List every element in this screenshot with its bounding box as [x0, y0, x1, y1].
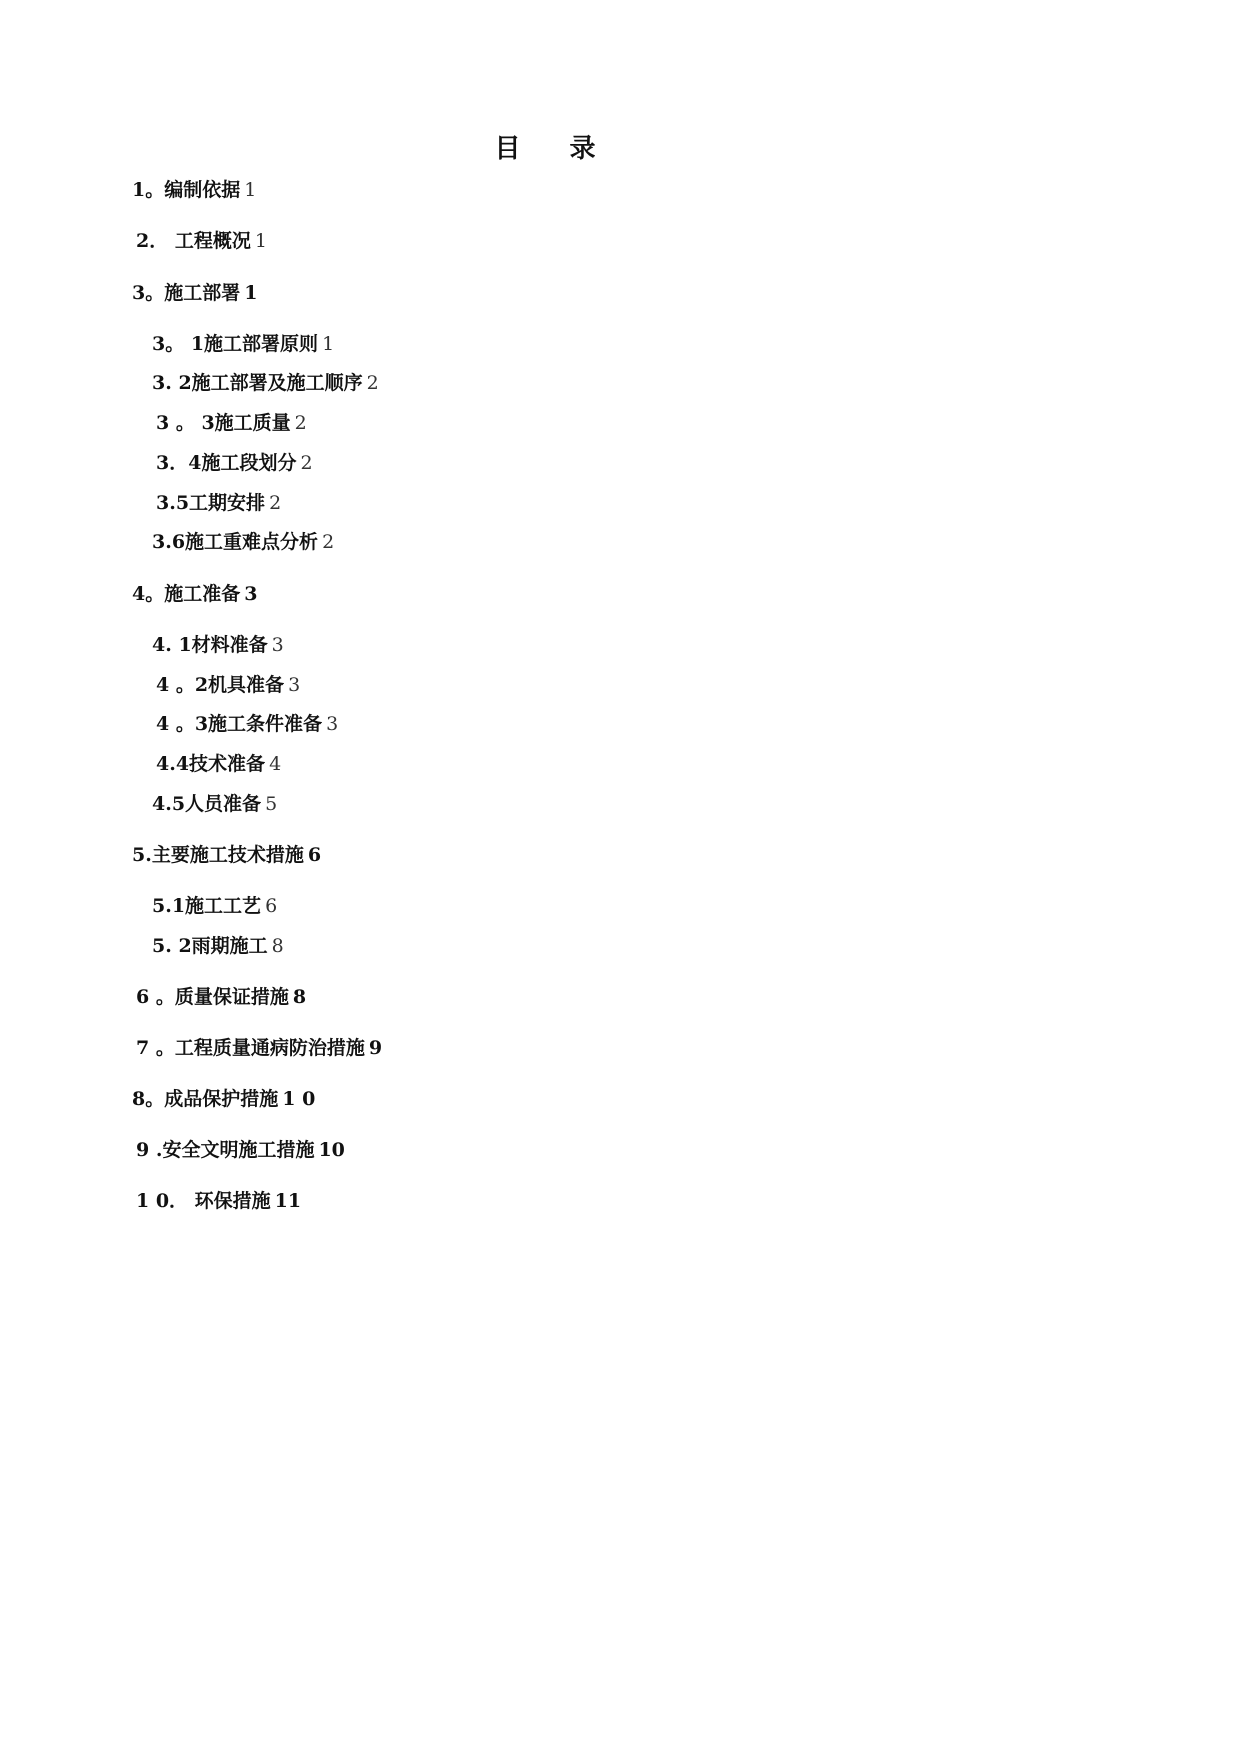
toc-entry-page: 10: [318, 1139, 345, 1161]
toc-entry: [132, 1087, 315, 1111]
toc-entry-page: 1 0: [282, 1088, 316, 1110]
toc-entry-page: 11: [274, 1190, 302, 1212]
toc-entry-text: 3.6施工重难点分析: [152, 531, 319, 553]
toc-entry-text: 3．4施工段划分: [156, 452, 297, 474]
toc-entry: [156, 712, 338, 736]
toc-entry-text: 4.5人员准备: [152, 793, 262, 815]
toc-entry-text: 3 。 3施工质量: [156, 412, 291, 434]
toc-entry: [152, 332, 334, 356]
toc-entry-text: 4.4技术准备: [156, 753, 266, 775]
toc-entry-text: 1。编制依据: [132, 179, 241, 201]
toc-entry: [136, 1138, 345, 1162]
toc-entry: [136, 1036, 382, 1060]
toc-entry-text: 3.5工期安排: [156, 492, 266, 514]
toc-entry: [152, 530, 334, 554]
toc-entry-text: 5.主要施工技术措施: [132, 844, 304, 866]
toc-entry-text: 1 0． 环保措施: [136, 1190, 271, 1212]
toc-entry-page: 4: [269, 753, 282, 775]
toc-entry-text: 3. 2施工部署及施工顺序: [152, 372, 363, 394]
toc-entry-page: 2: [300, 452, 313, 474]
toc-entry-text: 6 。质量保证措施: [136, 986, 289, 1008]
toc-entry: [152, 633, 284, 657]
toc-title: 目 录: [494, 134, 616, 164]
toc-entry: [136, 985, 306, 1009]
toc-entry-page: 6: [307, 844, 322, 866]
toc-entry: [136, 229, 267, 253]
toc-entry-page: 1: [244, 282, 258, 304]
toc-entry-text: 3。施工部署: [132, 282, 241, 304]
toc-entry-page: 8: [292, 986, 307, 1008]
toc-entry: [152, 792, 277, 816]
toc-entry-page: 1: [244, 179, 257, 201]
toc-entry: [152, 934, 284, 958]
toc-entry-page: 1: [322, 333, 335, 355]
toc-entry-text: 8。成品保护措施: [132, 1088, 279, 1110]
toc-entry-page: 3: [326, 713, 339, 735]
toc-entry-page: 3: [288, 674, 301, 696]
toc-entry-text: 2． 工程概况: [136, 230, 251, 252]
toc-entry-text: 4 。3施工条件准备: [156, 713, 323, 735]
toc-entry-page: 3: [244, 583, 258, 605]
toc-entry-text: 9 .安全文明施工措施: [136, 1139, 315, 1161]
toc-entry: [132, 178, 256, 202]
toc-entry-page: 2: [322, 531, 335, 553]
toc-entry: [156, 491, 281, 515]
toc-entry: [136, 1189, 301, 1213]
toc-entry: [152, 371, 379, 395]
toc-entry: [156, 411, 307, 435]
toc-entry-text: 5.1施工工艺: [152, 895, 262, 917]
toc-entry: [132, 582, 257, 606]
toc-entry-page: 2: [294, 412, 307, 434]
toc-entry-page: 5: [265, 793, 278, 815]
toc-entry-text: 4。施工准备: [132, 583, 241, 605]
toc-entry: [156, 673, 300, 697]
toc-entry: [156, 752, 281, 776]
toc-entry-text: 4 。2机具准备: [156, 674, 285, 696]
toc-entry-page: 6: [265, 895, 278, 917]
toc-entry: [152, 894, 277, 918]
toc-entry-page: 3: [271, 634, 284, 656]
toc-entry-text: 4. 1材料准备: [152, 634, 268, 656]
toc-entry-page: 2: [366, 372, 379, 394]
toc-entry-text: 5. 2雨期施工: [152, 935, 268, 957]
toc-entry-page: 1: [254, 230, 267, 252]
toc-entry-page: 9: [368, 1037, 383, 1059]
toc-entry-text: 7 。工程质量通病防治措施: [136, 1037, 365, 1059]
toc-entry: [132, 281, 257, 305]
toc-entry-page: 2: [269, 492, 282, 514]
toc-entry-text: 3。 1施工部署原则: [152, 333, 319, 355]
toc-entry: [156, 451, 313, 475]
toc-entry-page: 8: [271, 935, 284, 957]
toc-entry: [132, 843, 321, 867]
